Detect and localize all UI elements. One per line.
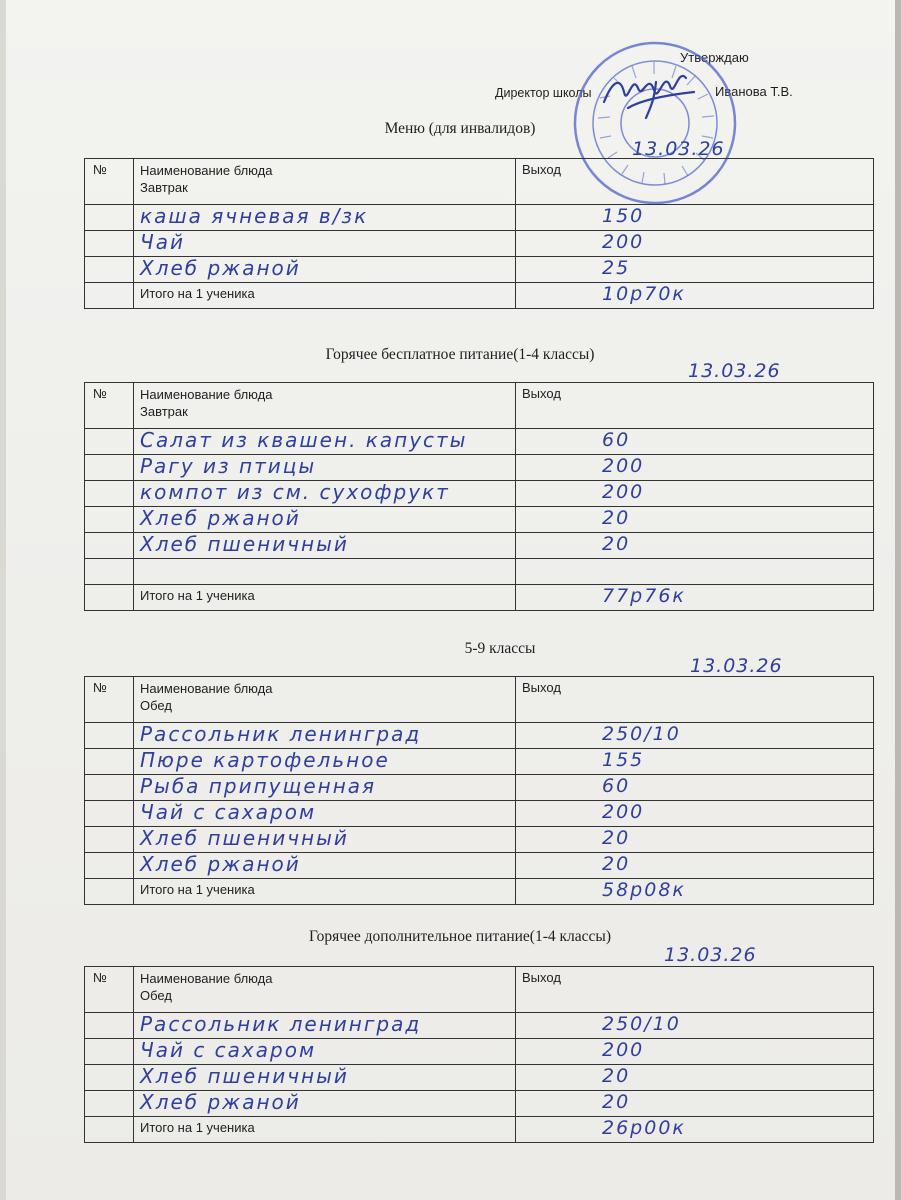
total-row xyxy=(85,879,874,905)
col-portion: Выход xyxy=(516,677,874,723)
dish-portion: 20 xyxy=(602,1091,631,1113)
dish-name: Рагу из птицы xyxy=(140,454,317,478)
dish-name: Чай с сахаром xyxy=(140,1038,317,1062)
dish-portion: 250/10 xyxy=(602,723,681,745)
total-value: 77р76к xyxy=(602,585,686,607)
total-value: 58р08к xyxy=(602,879,686,901)
col-dish-name: Наименование блюда xyxy=(140,387,273,402)
col-portion: Выход xyxy=(516,159,874,205)
col-portion: Выход xyxy=(516,967,874,1013)
total-value: 26р00к xyxy=(602,1117,686,1139)
director-name: Иванова Т.В. xyxy=(715,84,793,99)
table-row xyxy=(85,775,874,801)
meal-type: Обед xyxy=(140,988,172,1003)
table-row xyxy=(85,1039,874,1065)
dish-name: Чай xyxy=(140,230,185,254)
section-title-free-meal: Горячее бесплатное питание(1-4 классы) xyxy=(325,346,595,363)
total-value: 10р70к xyxy=(602,283,686,305)
table-row xyxy=(85,559,874,585)
table-row xyxy=(85,853,874,879)
menu-table-free-meal xyxy=(84,382,874,611)
total-label: Итого на 1 ученика xyxy=(140,588,255,603)
col-portion: Выход xyxy=(516,383,874,429)
dish-portion: 20 xyxy=(602,853,631,875)
dish-name: Рассольник ленинград xyxy=(140,1012,422,1036)
table-row xyxy=(85,429,874,455)
table-row xyxy=(85,749,874,775)
section-title-grades-5-9: 5-9 классы xyxy=(464,640,536,657)
col-number: № xyxy=(85,677,134,723)
dish-portion: 20 xyxy=(602,507,631,529)
section-title-disabled-menu: Меню (для инвалидов) xyxy=(384,120,536,137)
col-dish-name: Наименование блюда xyxy=(140,681,273,696)
table-row xyxy=(85,1091,874,1117)
total-label: Итого на 1 ученика xyxy=(140,882,255,897)
dish-portion: 20 xyxy=(602,827,631,849)
dish-name: компот из см. сухофрукт xyxy=(140,480,450,504)
col-number: № xyxy=(85,159,134,205)
dish-name: Хлеб ржаной xyxy=(140,256,301,280)
dish-name: Хлеб ржаной xyxy=(140,1090,301,1114)
meal-type: Завтрак xyxy=(140,404,188,419)
dish-name: Салат из квашен. капусты xyxy=(140,428,468,452)
table-row xyxy=(85,257,874,283)
dish-portion: 200 xyxy=(602,481,645,503)
section-date: 13.03.26 xyxy=(688,360,781,382)
dish-portion: 60 xyxy=(602,775,631,797)
menu-table-grades-5-9 xyxy=(84,676,874,905)
dish-name: Хлеб пшеничный xyxy=(140,1064,349,1088)
dish-name: Хлеб ржаной xyxy=(140,506,301,530)
approval-label: Утверждаю xyxy=(680,50,749,65)
meal-type: Завтрак xyxy=(140,180,188,195)
table-row xyxy=(85,801,874,827)
total-label: Итого на 1 ученика xyxy=(140,286,255,301)
dish-name: каша ячневая в/зк xyxy=(140,204,369,228)
meal-type: Обед xyxy=(140,698,172,713)
col-number: № xyxy=(85,967,134,1013)
dish-name: Хлеб пшеничный xyxy=(140,826,349,850)
col-dish-name: Наименование блюда xyxy=(140,163,273,178)
table-row xyxy=(85,1013,874,1039)
director-signature-icon xyxy=(598,62,698,122)
dish-portion: 200 xyxy=(602,1039,645,1061)
col-number: № xyxy=(85,383,134,429)
dish-portion: 200 xyxy=(602,801,645,823)
col-dish-name: Наименование блюда xyxy=(140,971,273,986)
dish-name: Хлеб ржаной xyxy=(140,852,301,876)
section-date: 13.03.26 xyxy=(664,944,757,966)
total-row xyxy=(85,283,874,309)
dish-portion: 200 xyxy=(602,231,645,253)
section-date: 13.03.26 xyxy=(690,655,783,677)
dish-portion: 150 xyxy=(602,205,645,227)
table-row xyxy=(85,533,874,559)
total-row xyxy=(85,1117,874,1143)
dish-portion xyxy=(522,559,602,581)
director-label: Директор школы xyxy=(495,86,592,100)
table-row xyxy=(85,481,874,507)
menu-table-disabled xyxy=(84,158,874,309)
table-row xyxy=(85,827,874,853)
menu-table-extra-meal xyxy=(84,966,874,1143)
dish-portion: 250/10 xyxy=(602,1013,681,1035)
table-row xyxy=(85,1065,874,1091)
dish-name: Рассольник ленинград xyxy=(140,722,422,746)
dish-name: Хлеб пшеничный xyxy=(140,532,349,556)
dish-portion: 20 xyxy=(602,533,631,555)
dish-portion: 155 xyxy=(602,749,645,771)
dish-name: Рыба припущенная xyxy=(140,774,377,798)
dish-portion: 25 xyxy=(602,257,631,279)
table-row xyxy=(85,231,874,257)
dish-portion: 20 xyxy=(602,1065,631,1087)
section-date: 13.03.26 xyxy=(632,138,725,160)
table-row xyxy=(85,455,874,481)
page-shadow xyxy=(895,0,901,1200)
total-label: Итого на 1 ученика xyxy=(140,1120,255,1135)
dish-portion: 200 xyxy=(602,455,645,477)
dish-portion: 60 xyxy=(602,429,631,451)
table-row xyxy=(85,205,874,231)
section-title-extra-meal: Горячее дополнительное питание(1-4 классы) xyxy=(309,928,611,945)
table-row xyxy=(85,723,874,749)
table-row xyxy=(85,507,874,533)
dish-name: Пюре картофельное xyxy=(140,748,390,772)
total-row xyxy=(85,585,874,611)
dish-name: Чай с сахаром xyxy=(140,800,317,824)
